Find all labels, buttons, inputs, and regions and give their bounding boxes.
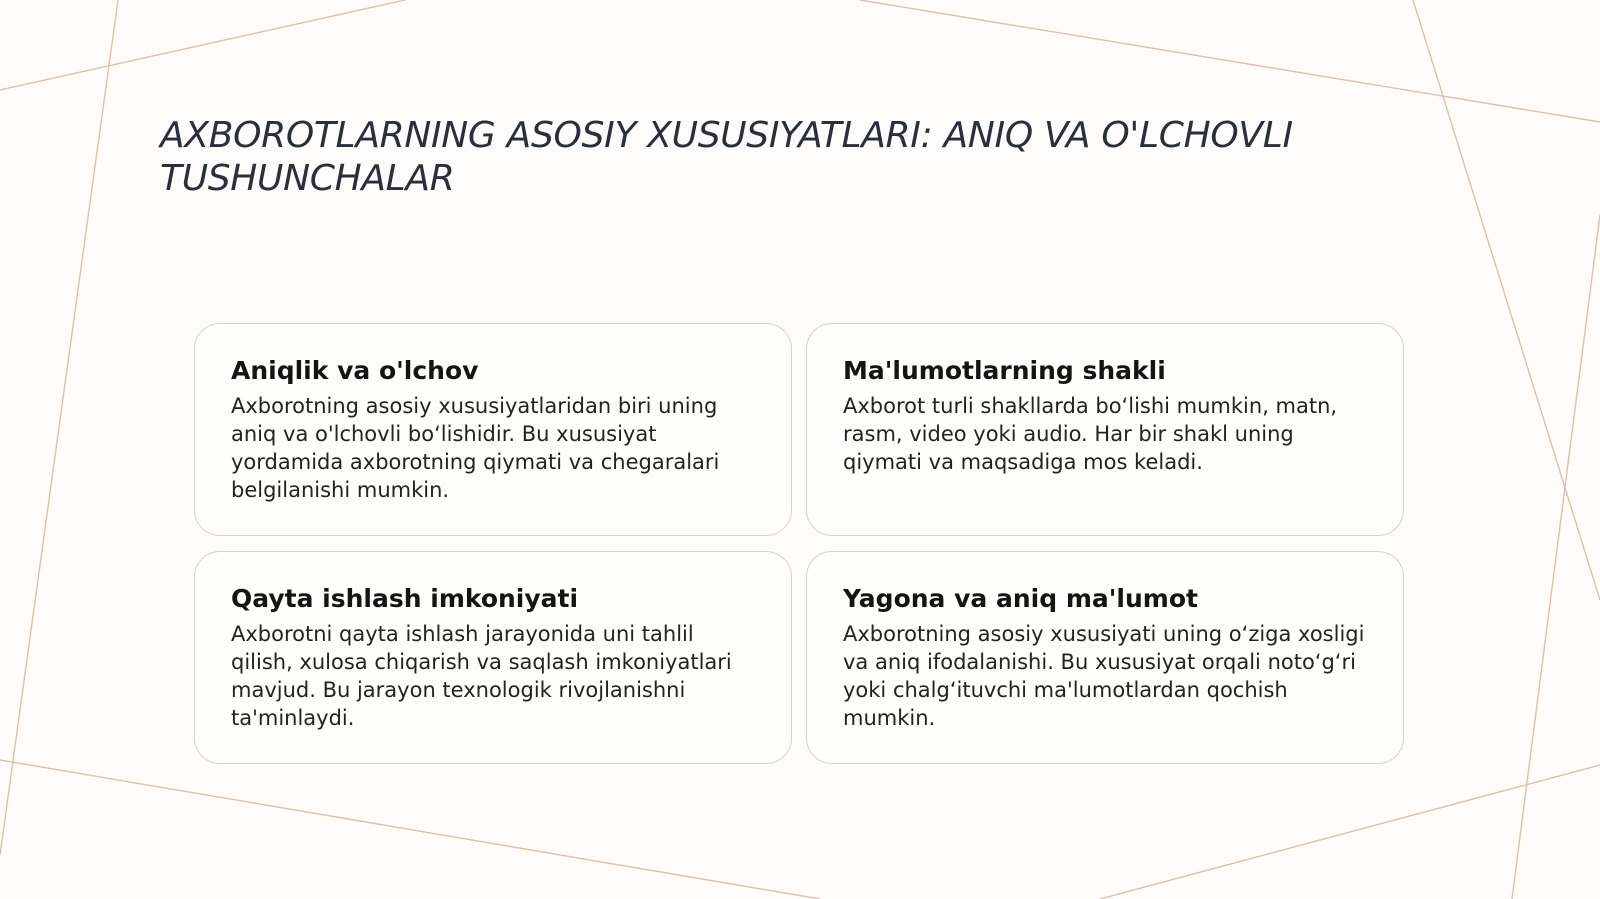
decor-line bbox=[1413, 0, 1600, 600]
card-text: Axborotni qayta ishlash jarayonida uni tahlil qilish, xulosa chiqarish va saqlash imkoniyatlari mavjud. Bu jarayon texnologik rivojlanishni ta'minlaydi. bbox=[231, 622, 732, 730]
feature-card-data-form bbox=[806, 323, 1404, 536]
card-heading: Ma'lumotlarning shakli bbox=[843, 356, 1166, 385]
decor-line bbox=[0, 0, 405, 90]
feature-card-processing bbox=[194, 551, 792, 764]
card-heading: Yagona va aniq ma'lumot bbox=[843, 584, 1198, 613]
decor-line bbox=[1100, 765, 1600, 899]
decor-line bbox=[860, 0, 1600, 122]
feature-card-unique-info bbox=[806, 551, 1404, 764]
slide-title: AXBOROTLARNING ASOSIY XUSUSIYATLARI: ANIQ VA O'LCHOVLI TUSHUNCHALAR bbox=[160, 115, 1293, 199]
card-text: Axborotning asosiy xususiyati uning o‘ziga xosligi va aniq ifodalanishi. Bu xususiyat orqali noto‘g‘ri yoki chalg‘ituvchi ma'lumotlardan qochish mumkin. bbox=[843, 622, 1365, 730]
card-text: Axborot turli shakllarda bo‘lishi mumkin, matn, rasm, video yoki audio. Har bir shakl uning qiymati va maqsadiga mos keladi. bbox=[843, 394, 1338, 474]
card-heading: Aniqlik va o'lchov bbox=[231, 356, 479, 385]
decor-line bbox=[0, 0, 118, 855]
decor-line bbox=[0, 760, 820, 899]
card-heading: Qayta ishlash imkoniyati bbox=[231, 584, 579, 613]
feature-card-accuracy bbox=[194, 323, 792, 536]
card-text: Axborotning asosiy xususiyatlaridan biri uning aniq va o'lchovli bo‘lishidir. Bu xususiyat yordamida axborotning qiymati va chegaralari belgilanishi mumkin. bbox=[231, 394, 720, 502]
